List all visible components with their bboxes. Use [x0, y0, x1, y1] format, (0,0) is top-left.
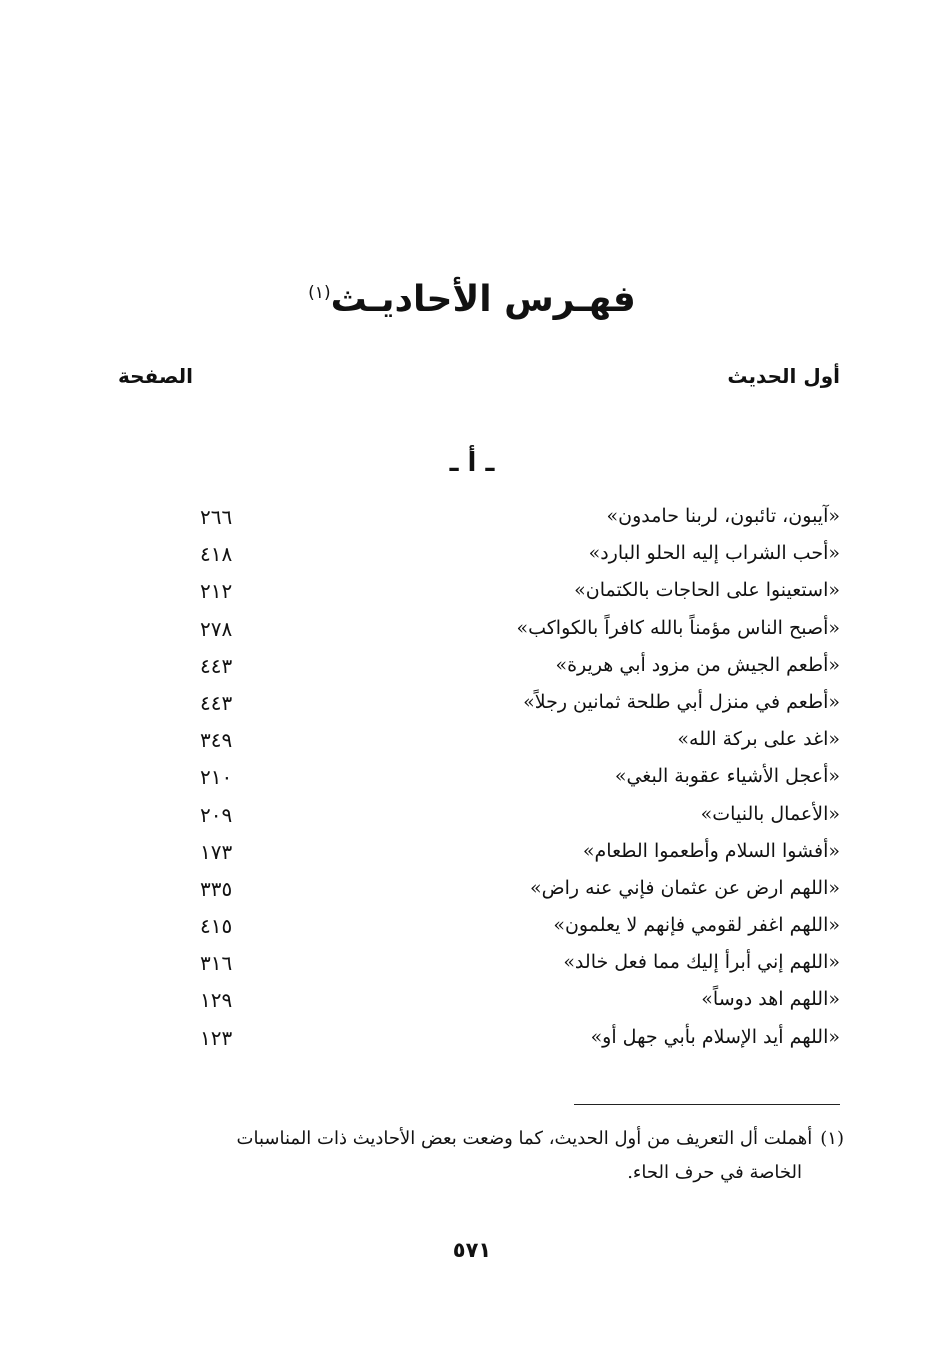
index-entry [0, 1024, 944, 1061]
index-entry [0, 986, 944, 1023]
hadith-opening-text: «اللهم أيد الإسلام بأبي جهل أو» [590, 1025, 840, 1048]
hadith-index-list [0, 503, 944, 1061]
index-entry [0, 615, 944, 652]
hadith-page-number: ٤١٨ [200, 542, 233, 567]
hadith-page-number: ٢٠٩ [200, 802, 233, 827]
index-entry [0, 875, 944, 912]
title-text: فهـرس الأحاديـث [330, 279, 636, 321]
hadith-opening-text: «اللهم اهد دوساً» [701, 988, 840, 1011]
index-entry [0, 540, 944, 577]
hadith-page-number: ١٧٣ [200, 839, 233, 864]
footnote [144, 1122, 844, 1190]
footnote-number: (١) [820, 1128, 844, 1149]
index-entry [0, 503, 944, 540]
index-entry [0, 763, 944, 800]
index-entry [0, 838, 944, 875]
index-title [0, 279, 944, 320]
index-entry [0, 726, 944, 763]
hadith-opening-text: «أطعم في منزل أبي طلحة ثمانين رجلاً» [523, 690, 840, 713]
index-entry [0, 801, 944, 838]
hadith-opening-text: «أصبح الناس مؤمناً بالله كافراً بالكواكب» [516, 616, 840, 639]
hadith-opening-text: «استعينوا على الحاجات بالكتمان» [574, 579, 840, 602]
hadith-opening-text: «أحب الشراب إليه الحلو البارد» [588, 542, 840, 565]
title-footnote-ref: (١) [308, 283, 331, 304]
index-entry [0, 689, 944, 726]
footnote-line-2: الخاصة في حرف الحاء. [627, 1162, 802, 1183]
index-entry [0, 949, 944, 986]
hadith-opening-text: «آيبون، تائبون، لربنا حامدون» [606, 505, 840, 527]
hadith-opening-text: «اللهم ارض عن عثمان فإني عنه راض» [530, 876, 840, 899]
hadith-page-number: ٢١٢ [200, 579, 233, 604]
hadith-page-number: ٢١٠ [200, 765, 233, 790]
footnote-separator [574, 1104, 840, 1105]
hadith-page-number: ٢٦٦ [200, 505, 233, 529]
index-entry [0, 577, 944, 614]
hadith-page-number: ٣٤٩ [200, 728, 233, 753]
hadith-page-number: ٣١٦ [200, 951, 233, 976]
hadith-page-number: ١٢٩ [200, 988, 233, 1013]
hadith-opening-text: «الأعمال بالنيات» [700, 802, 840, 825]
hadith-opening-text: «اللهم إني أبرأ إليك مما فعل خالد» [563, 951, 840, 974]
hadith-page-number: ٤٤٣ [200, 690, 233, 715]
page-number: ٥٧١ [452, 1238, 492, 1262]
index-entry [0, 912, 944, 949]
index-entry [0, 652, 944, 689]
hadith-page-number: ٤٤٣ [200, 653, 233, 678]
hadith-opening-text: «أعجل الأشياء عقوبة البغي» [614, 765, 840, 788]
hadith-opening-text: «أفشوا السلام وأطعموا الطعام» [582, 839, 840, 862]
hadith-opening-text: «أطعم الجيش من مزود أبي هريرة» [555, 653, 840, 676]
hadith-page-number: ٣٣٥ [200, 876, 233, 901]
column-header-page: الصفحة [118, 364, 194, 388]
hadith-page-number: ٢٧٨ [200, 616, 233, 641]
hadith-opening-text: «اغد على بركة الله» [677, 728, 840, 751]
hadith-page-number: ١٢٣ [200, 1025, 233, 1050]
hadith-page-number: ٤١٥ [200, 914, 233, 939]
section-letter-heading: ـ أ ـ [449, 448, 495, 478]
column-header-hadith: أول الحديث [727, 364, 840, 388]
footnote-line-1: أهملت أل التعريف من أول الحديث، كما وضعت بعض الأحاديث ذات المناسبات [236, 1128, 813, 1149]
hadith-opening-text: «اللهم اغفر لقومي فإنهم لا يعلمون» [553, 914, 840, 937]
